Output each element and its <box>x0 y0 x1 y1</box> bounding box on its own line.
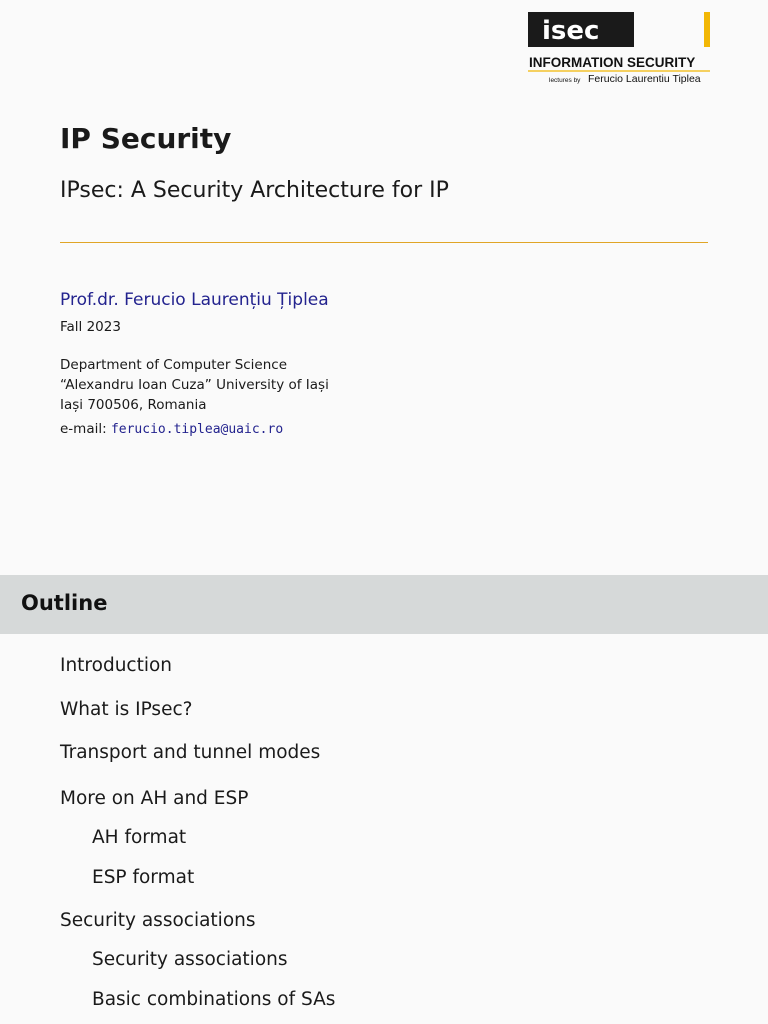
institution-line: Department of Computer Science <box>60 357 288 373</box>
email-line <box>60 421 283 437</box>
toc-subsection-security-associations[interactable]: Security associations <box>92 949 288 970</box>
toc-section-transport-tunnel-modes[interactable]: Transport and tunnel modes <box>60 742 321 763</box>
toc-subsection-basic-combinations[interactable]: Basic combinations of SAs <box>92 989 336 1010</box>
email-label: e-mail: <box>60 421 107 437</box>
presentation-date: Fall 2023 <box>60 319 121 335</box>
logo-line2-prefix: lectures by <box>549 77 581 84</box>
toc-section-security-associations[interactable]: Security associations <box>60 910 256 931</box>
isec-logo-graphic <box>528 12 712 86</box>
logo-line1: INFORMATION SECURITY <box>529 55 696 70</box>
isec-logo <box>528 12 712 86</box>
presentation-title: IP Security <box>60 122 232 155</box>
toc-section-introduction[interactable]: Introduction <box>60 655 173 676</box>
institution-block <box>60 355 329 415</box>
email-address-link[interactable]: ferucio.tiplea@uaic.ro <box>110 422 284 437</box>
title-divider <box>60 242 708 243</box>
logo-line2-name: Ferucio Laurentiu Tiplea <box>588 73 701 85</box>
institution-line: “Alexandru Ioan Cuza” University of Iași <box>60 377 329 393</box>
toc-subsection-esp-format[interactable]: ESP format <box>92 867 195 888</box>
toc-section-what-is-ipsec[interactable]: What is IPsec? <box>60 699 193 720</box>
toc-section-ah-esp[interactable]: More on AH and ESP <box>60 788 249 809</box>
frame-title-bar <box>0 575 768 634</box>
presentation-subtitle: IPsec: A Security Architecture for IP <box>60 178 449 203</box>
institution-line: Iași 700506, Romania <box>60 397 207 413</box>
author-name: Prof.dr. Ferucio Laurențiu Țiplea <box>60 290 329 310</box>
outline-title: Outline <box>21 591 108 615</box>
toc-subsection-ah-format[interactable]: AH format <box>92 827 187 848</box>
logo-mark-text: isec <box>542 16 600 46</box>
outline-slide <box>0 575 768 1024</box>
